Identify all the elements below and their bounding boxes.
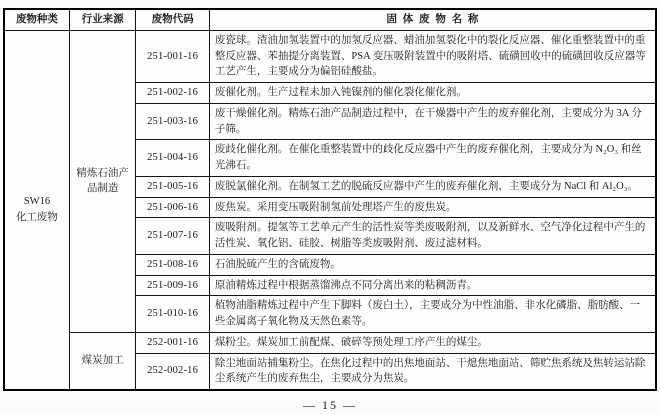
header-solid-waste-name: 固体废物名称 — [209, 9, 656, 30]
waste-name: 废干燥催化剂。精炼石油产品制造过程中，在干燥器中产生的废弃催化剂，主要成分为 3A 分子筛。 — [209, 103, 656, 140]
waste-name: 废焦炭。采用变压吸附制氢前处理塔产生的废焦炭。 — [209, 197, 656, 218]
waste-category-cell — [4, 30, 69, 390]
solid-waste-classification-table — [3, 8, 657, 391]
table-row — [4, 30, 656, 82]
page-number: — 15 — — [303, 398, 357, 412]
waste-code: 251-003-16 — [136, 103, 210, 140]
waste-name: 石油脱硫产生的含硫废物。 — [209, 254, 656, 275]
table-header-row — [4, 9, 656, 30]
waste-code: 251-009-16 — [136, 275, 210, 296]
waste-code: 251-010-16 — [136, 296, 210, 333]
waste-name: 废催化剂。生产过程未加入钝镍剂的催化裂化催化剂。 — [209, 83, 656, 104]
industry-source-cell: 煤炭加工 — [69, 332, 135, 390]
waste-name: 原油精炼过程中根据蒸馏沸点不同分离出来的粘稠沥青。 — [209, 275, 656, 296]
waste-code: 252-001-16 — [136, 332, 210, 353]
waste-code: 251-002-16 — [136, 83, 210, 104]
waste-category-name: 化工废物 — [15, 211, 58, 223]
waste-name: 煤粉尘。煤炭加工前配煤、破碎等预处理工序产生的煤尘。 — [209, 332, 656, 353]
waste-name: 废歧化催化剂。在催化重整装置中的歧化反应器中产生的废弃催化剂，主要成分为 N₂O₃ 和丝光沸石。 — [209, 140, 656, 177]
waste-name: 植物油脂精炼过程中产生下脚料（废白土），主要成分为中性油脂、非水化磷脂、脂肪酸、一些金属离子氧化物及天然色素等。 — [209, 296, 656, 333]
header-waste-code: 废物代码 — [136, 9, 210, 30]
waste-name: 废脱氯催化剂。在制氢工艺的脱硫反应器中产生的废弃催化剂，主要成分为 NaCl 和 Al₂O₃。 — [209, 176, 656, 197]
waste-name: 除尘地面站捕集粉尘。在焦化过程中的出焦地面站、干熄焦地面站、筛贮焦系统及焦转运站除尘系统产生的废弃焦尘，主要成分为焦炭。 — [209, 353, 656, 390]
header-waste-category: 废物种类 — [4, 9, 69, 30]
waste-name: 废吸附剂。提氢等工艺单元产生的活性炭等类废吸附剂，以及新鲜水、空气净化过程中产生的活性炭、氧化铝、硅胶、树脂等类废吸附剂、废过滤材料。 — [209, 218, 656, 255]
waste-code: 251-005-16 — [136, 176, 210, 197]
waste-category-code: SW16 — [23, 196, 51, 208]
waste-name: 废瓷球。渣油加氢装置中的加氢反应器、蜡油加氢裂化中的裂化反应器、催化重整装置中的重整反应器、苯抽提分离装置、PSA 变压吸附装置中的吸附塔、硫磺回收中的硫磺回收反应器等工艺产生，主要成分为偏铝硅酸盐。 — [209, 30, 656, 82]
waste-code: 251-007-16 — [136, 218, 210, 255]
waste-code: 251-006-16 — [136, 197, 210, 218]
industry-source-cell: 精炼石油产品制造 — [69, 30, 135, 332]
header-industry-source: 行业来源 — [69, 9, 135, 30]
waste-code: 251-008-16 — [136, 254, 210, 275]
waste-code: 252-002-16 — [136, 353, 210, 390]
waste-code: 251-001-16 — [136, 30, 210, 82]
waste-code: 251-004-16 — [136, 140, 210, 177]
table-row — [4, 332, 656, 353]
